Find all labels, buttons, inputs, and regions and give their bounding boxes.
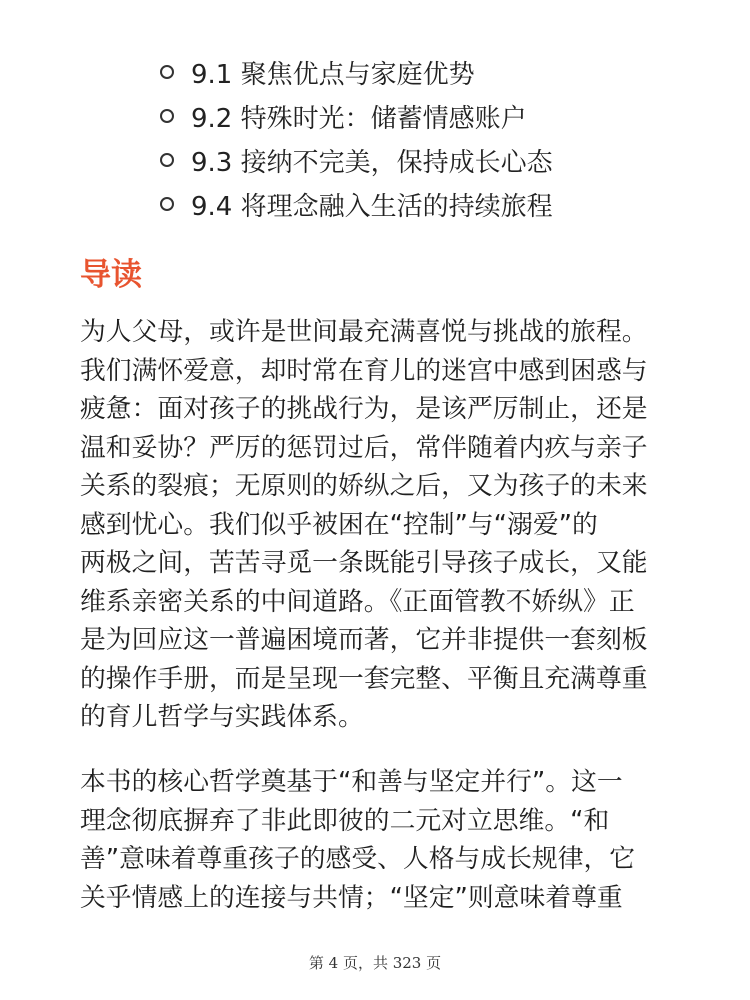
circle-bullet-icon bbox=[160, 109, 174, 123]
text-line: 是为回应这一普遍困境而著，它并非提供一套刻板 bbox=[80, 625, 648, 655]
text-line: 的操作手册，而是呈现一套完整、平衡且充满尊重 bbox=[80, 663, 648, 694]
body-paragraph-1 bbox=[80, 313, 680, 737]
toc-item-label: 9.1 聚焦优点与家庭优势 bbox=[191, 59, 475, 90]
toc-item-label: 9.3 接纳不完美，保持成长心态 bbox=[191, 147, 553, 178]
text-line: 我们满怀爱意，却时常在育儿的迷宫中感到困惑与 bbox=[80, 355, 648, 386]
text-line: 关系的裂痕；无原则的娇纵之后，又为孩子的未来 bbox=[80, 471, 648, 501]
section-heading: 导读 bbox=[80, 257, 142, 293]
text-line: 的育儿哲学与实践体系。 bbox=[80, 702, 364, 732]
toc-item[interactable] bbox=[160, 94, 553, 138]
circle-bullet-icon bbox=[160, 197, 174, 211]
toc-item[interactable] bbox=[160, 182, 553, 226]
text-line: 理念彻底摒弃了非此即彼的二元对立思维。“和 bbox=[80, 805, 610, 836]
toc-item-label: 9.4 将理念融入生活的持续旅程 bbox=[191, 191, 553, 222]
page-number-footer: 第 4 页，共 323 页 bbox=[308, 954, 442, 972]
text-line: 维系亲密关系的中间道路。《正面管教不娇纵》正 bbox=[80, 586, 635, 617]
text-line: 感到忧心。我们似乎被困在“控制”与“溺爱”的 bbox=[80, 509, 598, 540]
circle-bullet-icon bbox=[160, 65, 174, 79]
text-line: 两极之间，苦苦寻觅一条既能引导孩子成长，又能 bbox=[80, 548, 648, 578]
text-line: 疲惫：面对孩子的挑战行为，是该严厉制止，还是 bbox=[80, 394, 648, 424]
circle-bullet-icon bbox=[160, 153, 174, 167]
text-line: 善”意味着尊重孩子的感受、人格与成长规律，它 bbox=[80, 844, 636, 874]
toc-item[interactable] bbox=[160, 50, 553, 94]
table-of-contents-list bbox=[160, 50, 553, 226]
text-line: 温和妥协？严厉的惩罚过后，常伴随着内疚与亲子 bbox=[80, 432, 648, 463]
text-line: 为人父母，或许是世间最充满喜悦与挑战的旅程。 bbox=[80, 317, 648, 347]
body-paragraph-2 bbox=[80, 763, 680, 917]
text-line: 关乎情感上的连接与共情；“坚定”则意味着尊重 bbox=[80, 882, 623, 913]
toc-item-label: 9.2 特殊时光：储蓄情感账户 bbox=[191, 103, 527, 134]
text-line: 本书的核心哲学奠基于“和善与坚定并行”。这一 bbox=[80, 767, 623, 797]
toc-item[interactable] bbox=[160, 138, 553, 182]
